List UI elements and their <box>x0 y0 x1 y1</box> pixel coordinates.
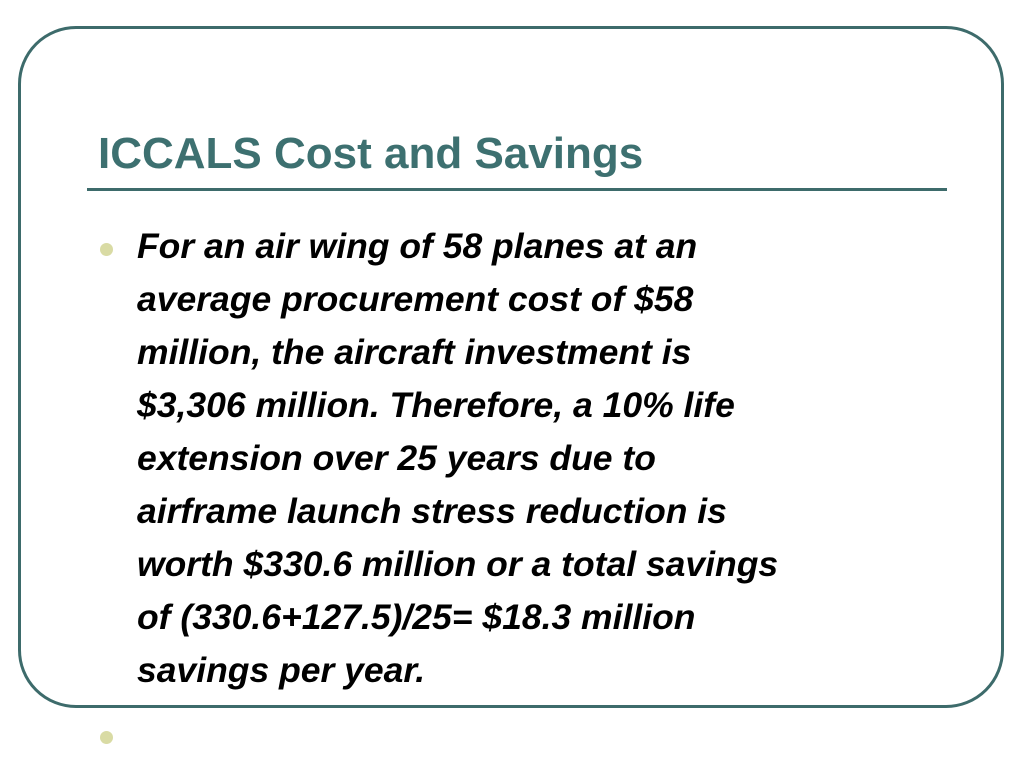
slide-title: ICCALS Cost and Savings <box>98 129 644 178</box>
bullet-text-line: For an air wing of 58 planes at an <box>137 226 698 266</box>
bullet-text-line: worth $330.6 million or a total savings <box>137 544 779 584</box>
bullet-text-line: extension over 25 years due to <box>137 438 656 478</box>
bullet-text-line: average procurement cost of $58 <box>137 279 694 319</box>
bullet-dot-icon <box>100 243 113 256</box>
bullet-text-line: savings per year. <box>137 650 426 690</box>
bullet-text-line: million, the aircraft investment is <box>137 332 692 372</box>
bullet-text-line: airframe launch stress reduction is <box>137 491 727 531</box>
bullet-text <box>137 220 952 697</box>
bullet-text-line: $3,306 million. Therefore, a 10% life <box>137 385 735 425</box>
title-underline <box>87 188 947 191</box>
empty-bullet-dot-icon <box>100 731 113 744</box>
bullet-text-line: of (330.6+127.5)/25= $18.3 million <box>137 597 696 637</box>
